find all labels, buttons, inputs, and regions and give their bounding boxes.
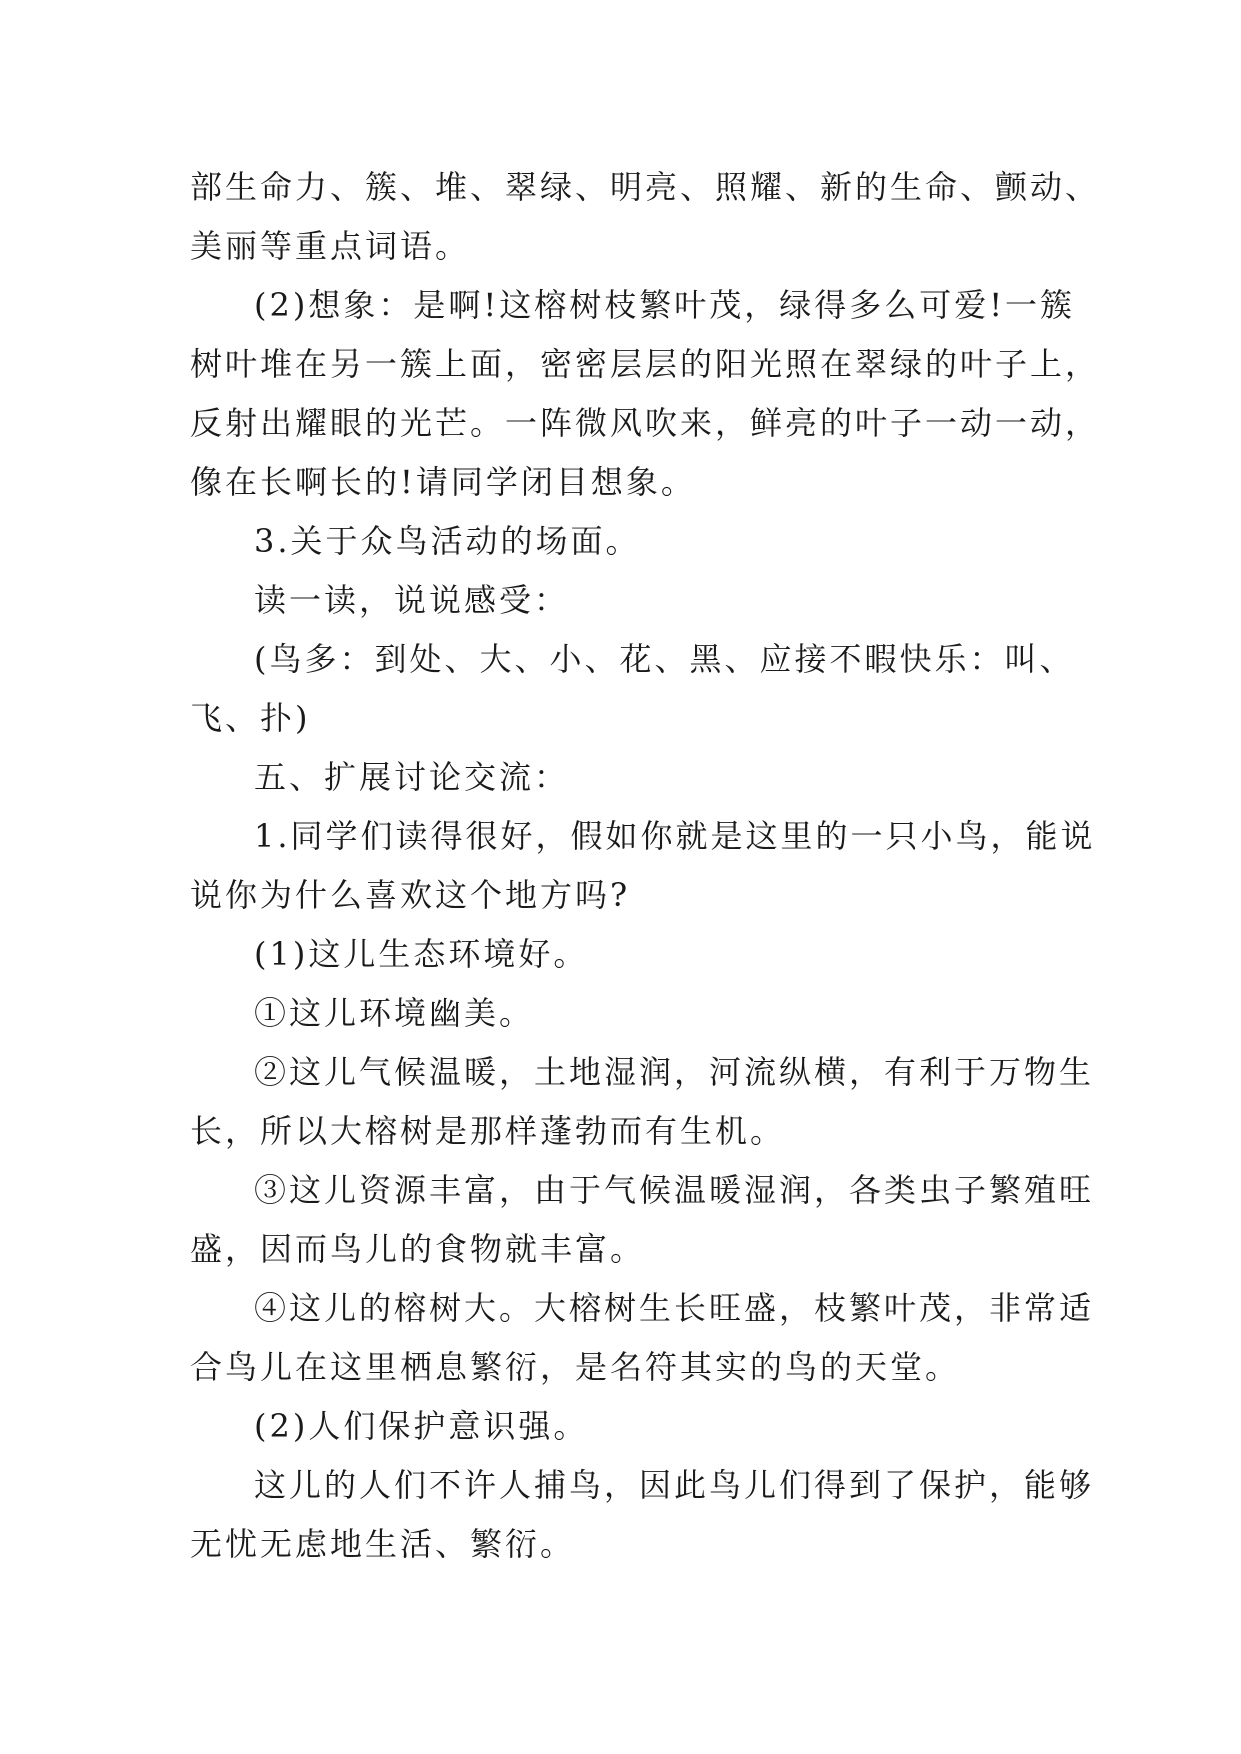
text-line: 合鸟儿在这里栖息繁衍，是名符其实的鸟的天堂。 bbox=[190, 1348, 961, 1386]
text-line: ④这儿的榕树大。大榕树生长旺盛，枝繁叶茂，非常适 bbox=[254, 1289, 1095, 1327]
text-line: (2)人们保护意识强。 bbox=[254, 1407, 589, 1445]
text-line: 长，所以大榕树是那样蓬勃而有生机。 bbox=[190, 1112, 786, 1150]
text-line: ①这儿环境幽美。 bbox=[254, 994, 535, 1032]
section-heading: 五、扩展讨论交流： bbox=[254, 758, 570, 796]
document-body bbox=[190, 158, 1101, 1574]
text-line: 3.关于众鸟活动的场面。 bbox=[254, 522, 641, 560]
text-line: (鸟多：到处、大、小、花、黑、应接不暇快乐：叫、 bbox=[254, 640, 1075, 678]
text-line: (2)想象：是啊!这榕树枝繁叶茂，绿得多么可爱!一簇 bbox=[254, 286, 1076, 324]
text-line: 像在长啊长的!请同学闭目想象。 bbox=[190, 463, 696, 501]
text-line: 树叶堆在另一簇上面，密密层层的阳光照在翠绿的叶子上， bbox=[190, 345, 1101, 383]
text-line: 飞、扑) bbox=[190, 699, 311, 737]
text-line: (1)这儿生态环境好。 bbox=[254, 935, 589, 973]
text-line: 美丽等重点词语。 bbox=[190, 227, 471, 265]
text-line: 无忧无虑地生活、繁衍。 bbox=[190, 1525, 576, 1563]
text-line: 1.同学们读得很好，假如你就是这里的一只小鸟，能说 bbox=[254, 817, 1096, 855]
text-line: 部生命力、簇、堆、翠绿、明亮、照耀、新的生命、颤动、 bbox=[190, 168, 1101, 206]
text-line: ②这儿气候温暖，土地湿润，河流纵横，有利于万物生 bbox=[254, 1053, 1095, 1091]
text-line: 反射出耀眼的光芒。一阵微风吹来，鲜亮的叶子一动一动， bbox=[190, 404, 1101, 442]
text-line: 读一读，说说感受： bbox=[254, 581, 570, 619]
text-line: ③这儿资源丰富，由于气候温暖湿润，各类虫子繁殖旺 bbox=[254, 1171, 1095, 1209]
text-line: 说你为什么喜欢这个地方吗? bbox=[190, 876, 631, 914]
text-line: 这儿的人们不许人捕鸟，因此鸟儿们得到了保护，能够 bbox=[254, 1466, 1095, 1504]
text-line: 盛，因而鸟儿的食物就丰富。 bbox=[190, 1230, 646, 1268]
